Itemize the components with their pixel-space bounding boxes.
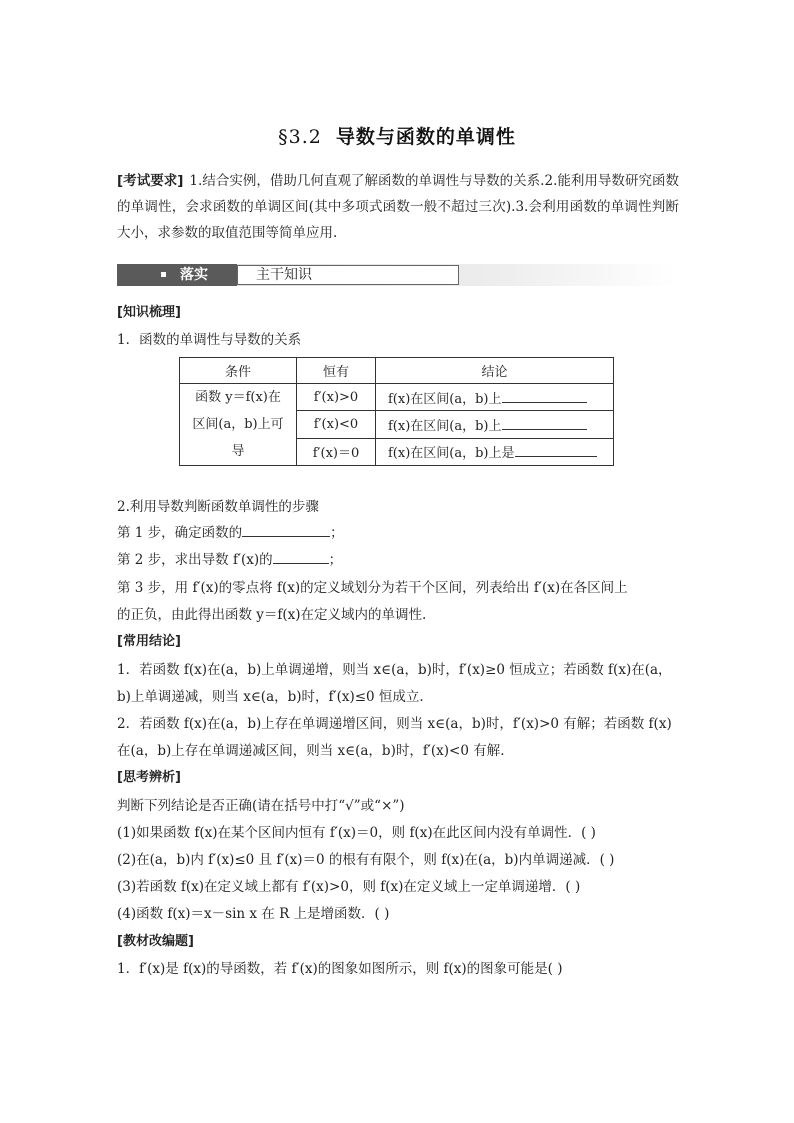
step-2-text: 第 2 步，求出导数 f′(x)的	[117, 552, 273, 568]
table-has-cell: f′(x)>0	[297, 384, 376, 411]
step-2	[117, 550, 342, 570]
textbook-heading: [教材改编题]	[117, 934, 194, 949]
step-3-line-1: 第 3 步，用 f′(x)的零点将 f(x)的定义域划分为若干个区间，列表给出 f′(x)在各区间上	[117, 580, 628, 596]
textbook-question-1: 1．f′(x)是 f(x)的导函数，若 f′(x)的图象如图所示，则 f(x)的图象可能是( )	[117, 961, 563, 977]
conclusion-1-line-1: 1．若函数 f(x)在(a，b)上单调递增，则当 x∈(a，b)时，f′(x)≥0 恒成立；若函数 f(x)在(a，	[117, 662, 672, 678]
conclusion-2-line-2: 在(a，b)上存在单调递减区间，则当 x∈(a，b)时，f′(x)<0 有解.	[117, 743, 505, 759]
requirements-text: 1.结合实例，借助几何直观了解函数的单调性与导数的关系.2.能利用导数研究函数的单调性，会求函数的单调区间(其中多项式函数一般不超过三次).3.会利用函数的单调性判断大小，求参数的取值范围等简单应用.	[117, 173, 679, 241]
result-text: f(x)在区间(a，b)上	[388, 391, 502, 407]
answer-blank[interactable]	[515, 443, 597, 457]
banner-light: 主干知识	[237, 265, 459, 285]
square-bullet-icon	[161, 272, 166, 277]
conclusion-1-line-2: b)上单调递减，则当 x∈(a，b)时，f′(x)≤0 恒成立.	[117, 689, 424, 705]
knowledge-heading: [知识梳理]	[117, 305, 181, 320]
table-has-cell: f′(x)<0	[297, 411, 376, 438]
table-condition-cell	[180, 384, 297, 466]
step-1	[117, 523, 344, 543]
condition-line: 导	[231, 444, 245, 459]
knowledge-item-2: 2.利用导数判断函数单调性的步骤	[117, 499, 319, 515]
requirements-tag: [考试要求]	[117, 173, 184, 189]
step-3-line-2: 的正负，由此得出函数 y＝f(x)在定义域内的单调性.	[117, 607, 427, 623]
table-header-condition: 条件	[180, 358, 297, 384]
table-header-result: 结论	[376, 358, 614, 384]
section-banner	[117, 264, 677, 286]
step-1-end: ；	[330, 525, 344, 541]
table-result-cell	[376, 438, 614, 465]
exam-requirements	[117, 168, 679, 246]
result-text: f(x)在区间(a，b)上	[388, 418, 502, 434]
table-result-cell	[376, 411, 614, 438]
answer-blank[interactable]	[502, 389, 587, 403]
thinking-item-1: (1)如果函数 f(x)在某个区间内恒有 f′(x)＝0，则 f(x)在此区间内没有单调性．( )	[117, 825, 596, 841]
thinking-intro: 判断下列结论是否正确(请在括号中打“√”或“×”)	[117, 798, 405, 814]
step-1-text: 第 1 步，确定函数的	[117, 525, 243, 541]
answer-blank[interactable]	[273, 550, 329, 564]
knowledge-item-1: 1．函数的单调性与导数的关系	[117, 332, 302, 348]
answer-blank[interactable]	[502, 416, 587, 430]
table-header-has: 恒有	[297, 358, 376, 384]
banner-dark	[117, 264, 237, 286]
thinking-item-3: (3)若函数 f(x)在定义域上都有 f′(x)>0，则 f(x)在定义域上一定单调递增．( )	[117, 879, 581, 895]
section-title: 导数与函数的单调性	[335, 126, 516, 148]
condition-line: 函数 y＝f(x)在	[195, 390, 281, 405]
condition-line: 区间(a，b)上可	[192, 417, 284, 432]
table-has-cell: f′(x)＝0	[297, 438, 376, 465]
answer-blank[interactable]	[242, 523, 330, 537]
page-title	[0, 122, 794, 149]
thinking-item-4: (4)函数 f(x)＝x－sin x 在 R 上是增函数．( )	[117, 906, 390, 922]
table-result-cell	[376, 384, 614, 411]
result-text: f(x)在区间(a，b)上是	[388, 446, 515, 462]
section-number: §3.2	[278, 126, 322, 148]
thinking-item-2: (2)在(a，b)内 f′(x)≤0 且 f′(x)＝0 的根有有限个，则 f(x)在(a，b)内单调递减．( )	[117, 852, 615, 868]
conclusions-heading: [常用结论]	[117, 634, 181, 649]
banner-dark-label: 落实	[180, 267, 208, 283]
step-2-end: ；	[328, 552, 343, 568]
thinking-heading: [思考辨析]	[117, 770, 181, 785]
monotonic-derivative-table	[179, 357, 614, 466]
conclusion-2-line-1: 2．若函数 f(x)在(a，b)上存在单调递增区间，则当 x∈(a，b)时，f′(x)>0 有解；若函数 f(x)	[117, 716, 672, 732]
